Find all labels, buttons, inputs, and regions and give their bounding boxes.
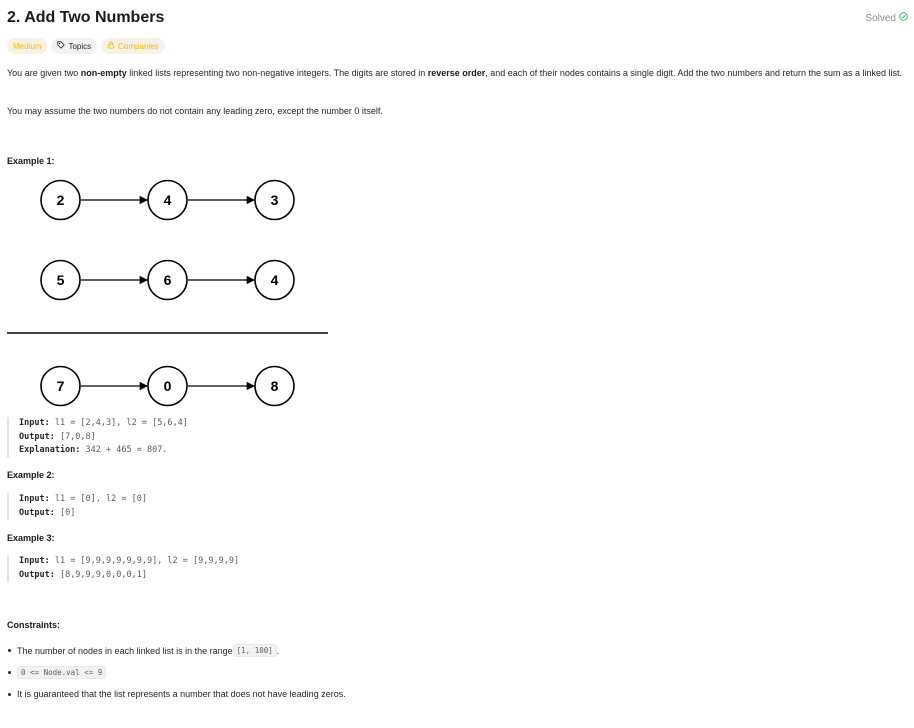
desc-bold-reverse-order: reverse order (427, 68, 486, 78)
linked-list-diagram (7, 174, 337, 412)
difficulty-badge[interactable]: Medium (7, 38, 47, 54)
node-value: 3 (270, 192, 279, 208)
output-value: [8,9,9,9,0,0,0,1] (59, 569, 147, 580)
node-value: 7 (56, 378, 65, 394)
input-value: l1 = [0], l2 = [0] (54, 494, 147, 504)
desc-bold-non-empty: non-empty (80, 68, 127, 78)
description-paragraph-1 (7, 66, 902, 81)
output-value: [7,0,8] (59, 431, 96, 442)
constraint-text: It is guaranteed that the list represents a number that does not have leading zeros. (17, 689, 346, 699)
lock-icon (107, 41, 115, 51)
example-2-heading: Example 2: (7, 470, 55, 480)
node-value: 0 (163, 378, 172, 394)
node-value: 4 (163, 192, 172, 208)
check-circle-icon (899, 12, 908, 24)
output-value: [0] (59, 507, 76, 518)
input-label: Input: (19, 556, 50, 566)
node-value: 2 (56, 192, 65, 208)
companies-label: Companies (118, 41, 159, 51)
input-value: l1 = [9,9,9,9,9,9,9], l2 = [9,9,9,9] (54, 556, 240, 566)
example-2-block (7, 493, 147, 520)
explanation-label: Explanation: (19, 445, 81, 455)
constraint-text: The number of nodes in each linked list is in the range (17, 645, 233, 656)
node-value: 4 (270, 272, 279, 288)
bullet (8, 671, 11, 674)
tag-row (7, 38, 165, 54)
input-value: l1 = [2,4,3], l2 = [5,6,4] (54, 418, 188, 428)
constraint-item (8, 689, 346, 699)
list-1-row (41, 181, 294, 220)
constraint-text-end: . (276, 645, 280, 656)
desc-text: , and each of their nodes contains a single digit. Add the two numbers and return the sum as a linked list. (485, 68, 903, 78)
solved-label: Solved (865, 12, 896, 24)
output-label: Output: (19, 431, 55, 442)
input-label: Input: (19, 418, 50, 428)
constraints-heading: Constraints: (7, 620, 61, 630)
output-label: Output: (19, 569, 55, 580)
constraint-item (8, 666, 106, 679)
bullet (8, 693, 11, 696)
constraint-code: [1, 100] (233, 644, 277, 657)
problem-title: 2. Add Two Numbers (7, 9, 165, 26)
description-paragraph-2: You may assume the two numbers do not contain any leading zero, except the number 0 itself. (7, 106, 383, 116)
tag-icon (57, 41, 65, 51)
constraint-code: 0 <= Node.val <= 9 (17, 666, 106, 679)
topics-label: Topics (68, 41, 92, 51)
companies-button[interactable] (101, 38, 164, 54)
example-3-block (7, 555, 239, 582)
result-row (41, 367, 294, 406)
output-label: Output: (19, 507, 55, 518)
example-1-block (7, 417, 188, 458)
node-value: 8 (270, 378, 279, 394)
list-2-row (41, 261, 294, 300)
input-label: Input: (19, 494, 50, 504)
node-value: 5 (56, 272, 65, 288)
constraint-item (8, 644, 279, 657)
explanation-value: 342 + 465 = 807. (85, 445, 168, 455)
desc-text: You are given two (7, 68, 81, 78)
node-value: 6 (163, 272, 172, 288)
example-3-heading: Example 3: (7, 533, 55, 543)
desc-text: linked lists representing two non-negative integers. The digits are stored in (126, 68, 428, 78)
solved-status (865, 12, 908, 24)
topics-button[interactable] (51, 38, 97, 54)
example-1-heading: Example 1: (7, 156, 55, 166)
bullet (8, 649, 11, 652)
